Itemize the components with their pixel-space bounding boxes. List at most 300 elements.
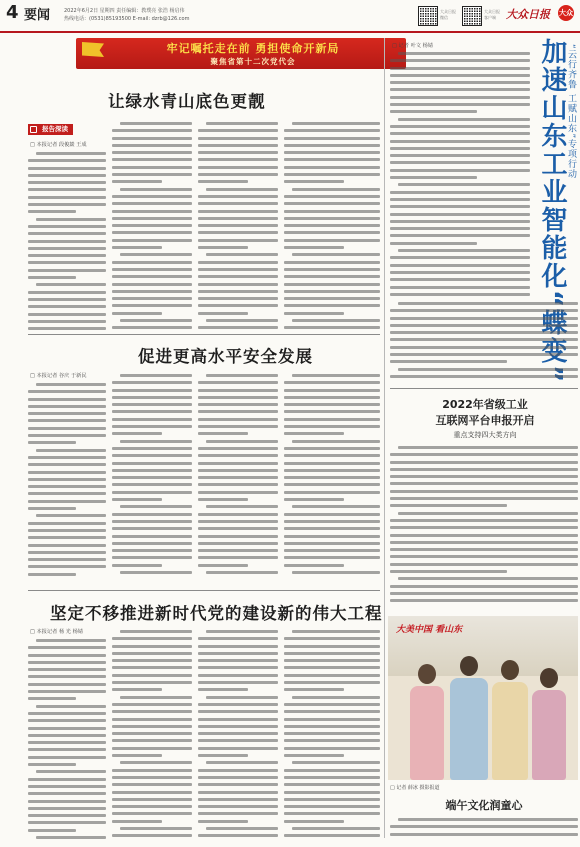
text-line	[198, 142, 278, 149]
text-line	[198, 372, 278, 379]
text-line	[28, 289, 106, 296]
text-line	[390, 159, 530, 166]
qr-code-icon[interactable]	[462, 6, 482, 26]
text-line	[390, 307, 578, 314]
text-line	[112, 467, 192, 474]
section-name: 要闻	[24, 8, 51, 23]
masthead-meta-line2: 热线电话：(0531)85193500 E-mail: dzrb@126.com	[64, 16, 190, 22]
text-line	[284, 716, 380, 723]
text-line	[198, 149, 278, 156]
text-line	[390, 189, 530, 196]
text-line	[28, 274, 76, 281]
text-line	[198, 445, 278, 452]
qr-caption-2: 大众日报 客户端	[484, 9, 500, 20]
text-line	[28, 768, 106, 775]
text-line	[390, 329, 578, 336]
child-figure	[410, 686, 444, 780]
text-line	[28, 571, 76, 578]
text-line	[284, 379, 380, 386]
text-line	[390, 167, 530, 174]
text-line	[284, 474, 380, 481]
child-figure	[492, 682, 528, 780]
article-3-byline: □ 本报记者 杨 光 杨婧	[30, 629, 83, 635]
text-line	[28, 542, 106, 549]
document-icon	[30, 126, 37, 133]
text-line	[390, 480, 578, 487]
text-line	[390, 196, 530, 203]
text-line	[390, 130, 530, 137]
text-line	[390, 174, 477, 181]
text-line	[284, 200, 380, 207]
text-line	[198, 781, 278, 788]
text-line	[198, 171, 278, 178]
text-line	[28, 186, 106, 193]
text-line	[112, 237, 192, 244]
text-line	[28, 461, 106, 468]
text-line	[284, 142, 380, 149]
text-line	[28, 688, 106, 695]
feature-text-upper	[390, 50, 530, 298]
text-line	[198, 302, 278, 309]
article-2-col-2	[112, 372, 192, 576]
text-line	[198, 416, 278, 423]
text-line	[28, 681, 106, 688]
text-line	[198, 525, 278, 532]
text-line	[198, 679, 278, 686]
text-line	[112, 379, 192, 386]
text-line	[390, 473, 578, 480]
text-line	[284, 489, 380, 496]
text-line	[390, 517, 578, 524]
text-line	[198, 244, 248, 251]
text-line	[390, 57, 530, 64]
text-line	[112, 208, 192, 215]
text-line	[284, 171, 380, 178]
text-line	[198, 650, 278, 657]
page-number: 4	[6, 2, 19, 23]
text-line	[198, 657, 278, 664]
text-line	[198, 672, 278, 679]
feature-series-label: “云行齐鲁 工赋山东”专项行动	[566, 44, 576, 180]
text-line	[390, 336, 578, 343]
text-line	[112, 701, 192, 708]
text-line	[198, 759, 278, 766]
text-line	[284, 178, 344, 185]
qr-caption-1: 大众日报 微信	[440, 9, 456, 20]
text-line	[112, 178, 162, 185]
banner-subtitle: 聚焦省第十二次党代会	[210, 57, 296, 66]
text-line	[284, 503, 380, 510]
feature-vertical-title[interactable]: 加速山东工业智能化“蝶变”	[537, 38, 567, 385]
text-line	[112, 135, 192, 142]
text-line	[390, 315, 578, 322]
text-line	[112, 679, 192, 686]
text-line	[112, 686, 162, 693]
text-line	[284, 825, 380, 832]
text-line	[28, 325, 106, 332]
text-line	[112, 489, 192, 496]
article-2-headline[interactable]: 促进更高水平安全发展	[138, 347, 313, 366]
text-line	[390, 240, 477, 247]
text-line	[28, 150, 106, 157]
text-line	[28, 490, 106, 497]
text-line	[112, 229, 192, 236]
text-line	[284, 759, 380, 766]
text-line	[390, 72, 530, 79]
article-2-col-4	[284, 372, 380, 576]
text-line	[28, 505, 76, 512]
text-line	[198, 547, 278, 554]
text-line	[198, 518, 278, 525]
text-line	[284, 467, 380, 474]
text-line	[390, 181, 530, 188]
text-line	[28, 303, 106, 310]
text-line	[112, 672, 192, 679]
text-line	[198, 533, 278, 540]
text-line	[284, 752, 344, 759]
text-line	[112, 120, 192, 127]
text-line	[28, 425, 106, 432]
text-line	[28, 703, 106, 710]
article-1-col-3	[198, 120, 278, 332]
text-line	[284, 672, 380, 679]
text-line	[28, 834, 106, 841]
text-line	[198, 701, 278, 708]
text-line	[112, 324, 192, 331]
text-line	[112, 511, 192, 518]
text-line	[198, 774, 278, 781]
text-line	[390, 358, 507, 365]
text-line	[198, 229, 278, 236]
text-line	[284, 679, 380, 686]
text-line	[198, 452, 278, 459]
text-line	[112, 266, 192, 273]
text-line	[198, 438, 278, 445]
text-line	[112, 164, 192, 171]
text-line	[28, 410, 106, 417]
text-line	[112, 730, 192, 737]
text-line	[28, 776, 106, 783]
text-line	[390, 254, 530, 261]
text-line	[28, 403, 106, 410]
text-line	[284, 569, 380, 576]
text-line	[198, 237, 278, 244]
text-line	[198, 723, 278, 730]
article-3-col-1	[28, 637, 106, 841]
text-line	[284, 215, 380, 222]
text-line	[198, 156, 278, 163]
text-line	[284, 481, 380, 488]
text-line	[390, 510, 578, 517]
text-line	[28, 783, 106, 790]
text-line	[198, 818, 248, 825]
article-1-byline: □ 本报记者 段俊燚 王成	[30, 142, 87, 148]
text-line	[390, 575, 578, 582]
text-line	[112, 533, 192, 540]
text-line	[284, 273, 380, 280]
banner-slogan: 牢记嘱托走在前 勇担使命开新局	[166, 42, 340, 55]
text-line	[198, 745, 278, 752]
text-line	[390, 145, 530, 152]
article-1-col-4	[284, 120, 380, 332]
text-line	[390, 232, 530, 239]
text-line	[390, 218, 530, 225]
text-line	[28, 230, 106, 237]
text-line	[28, 739, 106, 746]
text-line	[390, 108, 477, 115]
text-line	[112, 156, 192, 163]
text-line	[112, 452, 192, 459]
text-line	[198, 310, 248, 317]
text-line	[28, 827, 76, 834]
text-line	[198, 200, 278, 207]
text-line	[28, 498, 106, 505]
text-line	[112, 215, 192, 222]
text-line	[28, 259, 106, 266]
masthead-meta	[64, 7, 189, 23]
text-line	[390, 123, 530, 130]
qr-code-icon[interactable]	[418, 6, 438, 26]
text-line	[112, 554, 192, 561]
text-line	[198, 387, 278, 394]
text-line	[284, 288, 380, 295]
text-line	[112, 569, 192, 576]
text-line	[112, 142, 192, 149]
masthead	[0, 0, 580, 33]
text-line	[198, 120, 278, 127]
text-line	[390, 583, 578, 590]
text-line	[284, 694, 380, 701]
text-line	[112, 387, 192, 394]
text-line	[28, 157, 106, 164]
text-line	[284, 701, 380, 708]
text-line	[28, 520, 106, 527]
text-line	[112, 394, 192, 401]
text-line	[28, 281, 106, 288]
text-line	[112, 650, 192, 657]
text-line	[390, 284, 530, 291]
text-line	[390, 488, 578, 495]
text-line	[284, 789, 380, 796]
text-line	[390, 568, 507, 575]
text-line	[198, 803, 278, 810]
photo-column-title: 大美中国 看山东	[396, 625, 463, 635]
text-line	[112, 401, 192, 408]
platform-headline-line1[interactable]: 2022年省级工业	[442, 398, 528, 411]
text-line	[112, 664, 192, 671]
text-line	[28, 805, 106, 812]
text-line	[284, 708, 380, 715]
text-line	[112, 127, 192, 134]
text-line	[112, 460, 192, 467]
text-line	[112, 767, 192, 774]
text-line	[28, 432, 106, 439]
text-line	[284, 208, 380, 215]
text-line	[284, 650, 380, 657]
text-line	[198, 186, 278, 193]
article-2-byline: □ 本报记者 谷庆 于新民	[30, 373, 87, 379]
text-line	[112, 803, 192, 810]
column-divider	[384, 38, 385, 838]
text-line	[28, 534, 106, 541]
text-line	[28, 476, 106, 483]
text-line	[28, 527, 106, 534]
text-line	[390, 116, 530, 123]
text-line	[112, 295, 192, 302]
text-line	[198, 178, 248, 185]
text-line	[28, 388, 106, 395]
text-line	[198, 686, 248, 693]
text-line	[198, 394, 278, 401]
text-line	[390, 211, 530, 218]
text-line	[112, 759, 192, 766]
text-line	[390, 247, 530, 254]
text-line	[112, 752, 162, 759]
text-line	[112, 547, 192, 554]
text-line	[284, 525, 380, 532]
text-line	[284, 186, 380, 193]
text-line	[198, 664, 278, 671]
article-1-col-1	[28, 150, 106, 332]
text-line	[284, 317, 380, 324]
text-line	[112, 438, 192, 445]
text-line	[284, 810, 380, 817]
feature-byline: □ 记者 叶文 杨婧	[392, 43, 433, 49]
text-line	[284, 302, 380, 309]
text-line	[28, 267, 106, 274]
text-line	[198, 460, 278, 467]
text-line	[198, 222, 278, 229]
text-line	[28, 396, 106, 403]
report-tag: 报告深读	[28, 124, 73, 135]
text-line	[112, 430, 162, 437]
text-line	[28, 417, 106, 424]
text-line	[284, 781, 380, 788]
text-line	[28, 469, 106, 476]
text-line	[198, 288, 278, 295]
text-line	[112, 244, 162, 251]
text-line	[28, 439, 76, 446]
text-line	[284, 164, 380, 171]
text-line	[198, 266, 278, 273]
text-line	[284, 745, 380, 752]
text-line	[112, 251, 192, 258]
text-line	[198, 215, 278, 222]
text-line	[284, 135, 380, 142]
article-1-headline[interactable]: 让绿水青山底色更靓	[108, 92, 266, 111]
text-line	[390, 532, 578, 539]
text-line	[198, 554, 278, 561]
text-line	[112, 496, 162, 503]
text-line	[198, 474, 278, 481]
platform-headline-line2[interactable]: 互联网平台申报开启	[435, 414, 535, 427]
text-line	[28, 311, 106, 318]
text-line	[28, 673, 106, 680]
text-line	[112, 200, 192, 207]
text-line	[390, 94, 530, 101]
text-line	[112, 657, 192, 664]
text-line	[284, 628, 380, 635]
text-line	[28, 666, 106, 673]
festival-photo[interactable]	[388, 616, 578, 780]
text-line	[390, 276, 530, 283]
text-line	[284, 635, 380, 642]
text-line	[112, 481, 192, 488]
text-line	[198, 423, 278, 430]
masthead-meta-line1: 2022年6月2日 星期四 责任编辑：教璞亮 张浩 杨启伟	[64, 8, 185, 14]
text-line	[28, 512, 106, 519]
text-line	[28, 238, 106, 245]
text-line	[28, 563, 106, 570]
text-line	[284, 324, 380, 331]
text-line	[112, 171, 192, 178]
photo-caption-text	[390, 816, 578, 838]
photo-headline[interactable]: 端午文化润童心	[445, 799, 523, 812]
text-line	[284, 259, 380, 266]
text-line	[390, 539, 578, 546]
text-line	[284, 193, 380, 200]
text-line	[390, 816, 578, 823]
text-line	[284, 686, 344, 693]
text-line	[112, 408, 192, 415]
text-line	[284, 774, 380, 781]
text-line	[390, 466, 578, 473]
child-figure	[450, 678, 488, 780]
text-line	[284, 387, 380, 394]
text-line	[198, 295, 278, 302]
text-line	[28, 637, 106, 644]
text-line	[390, 366, 578, 373]
text-line	[198, 496, 248, 503]
text-line	[284, 416, 380, 423]
text-line	[284, 737, 380, 744]
text-line	[112, 562, 162, 569]
text-line	[390, 459, 578, 466]
text-line	[28, 454, 106, 461]
text-line	[198, 569, 278, 576]
text-line	[198, 767, 278, 774]
text-line	[28, 761, 76, 768]
text-line	[284, 730, 380, 737]
text-line	[28, 208, 76, 215]
text-line	[112, 222, 192, 229]
text-line	[390, 351, 578, 358]
text-line	[112, 372, 192, 379]
text-line	[112, 810, 192, 817]
text-line	[112, 416, 192, 423]
text-line	[198, 273, 278, 280]
text-line	[390, 269, 530, 276]
text-line	[284, 281, 380, 288]
text-line	[112, 281, 192, 288]
text-line	[112, 723, 192, 730]
text-line	[28, 725, 106, 732]
text-line	[112, 302, 192, 309]
text-line	[198, 251, 278, 258]
text-line	[284, 394, 380, 401]
text-line	[390, 300, 578, 307]
text-line	[28, 165, 106, 172]
article-3-headline[interactable]: 坚定不移推进新时代党的建设新的伟大工程	[50, 604, 383, 623]
text-line	[198, 379, 278, 386]
text-line	[112, 288, 192, 295]
text-line	[198, 810, 278, 817]
text-line	[390, 823, 578, 830]
text-line	[284, 796, 380, 803]
text-line	[198, 562, 248, 569]
text-line	[112, 635, 192, 642]
text-line	[112, 818, 162, 825]
